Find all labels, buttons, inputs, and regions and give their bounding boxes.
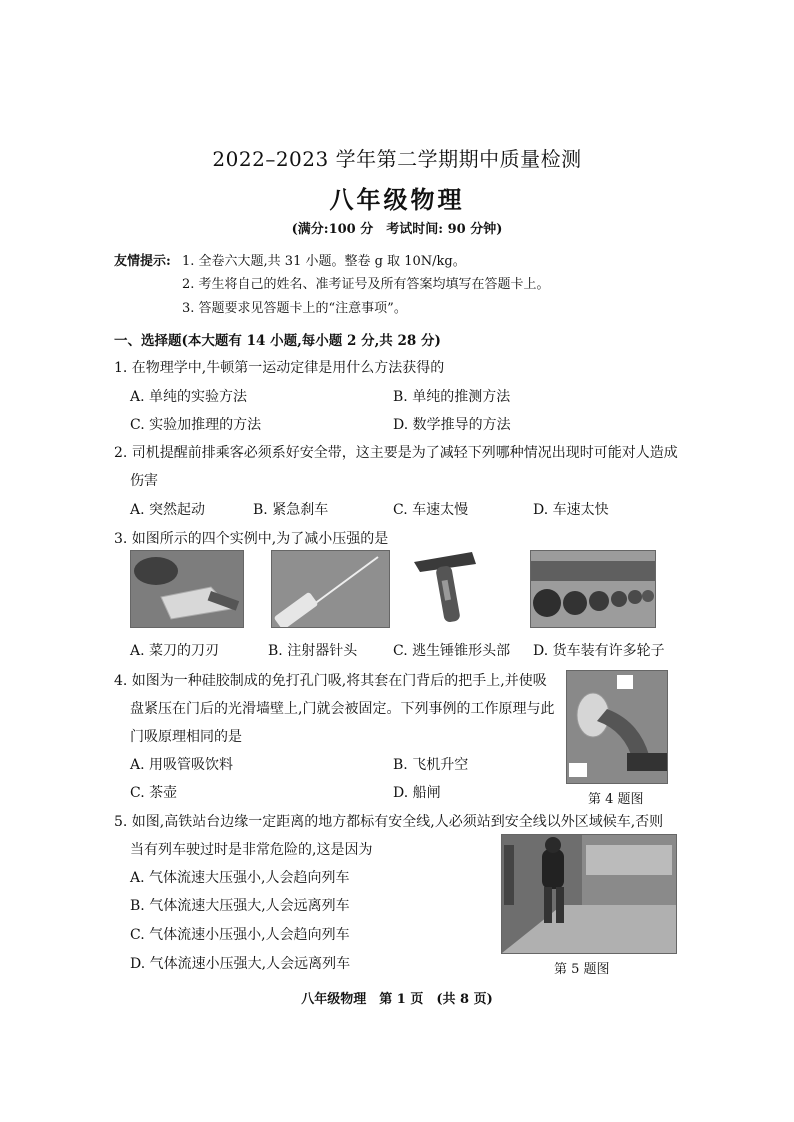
- escape-hammer-image: [410, 550, 482, 626]
- q3-option-a: A. 菜刀的刀刃: [130, 643, 220, 659]
- q3-option-b: B. 注射器针头: [268, 643, 358, 659]
- q5-option-d: D. 气体流速小压强大,人会远离列车: [130, 956, 351, 972]
- question-3-stem: 3. 如图所示的四个实例中,为了减小压强的是: [114, 531, 389, 547]
- question-4-stem-line3: 门吸原理相同的是: [130, 729, 242, 745]
- q1-option-d: D. 数学推导的方法: [393, 417, 511, 433]
- q3-option-c: C. 逃生锤锥形头部: [393, 643, 511, 659]
- question-1-stem: 1. 在物理学中,牛顿第一运动定律是用什么方法获得的: [114, 360, 445, 376]
- q1-option-b: B. 单纯的推测方法: [393, 389, 511, 405]
- tip-1: 1. 全卷六大题,共 31 小题。整卷 g 取 10N/kg。: [182, 254, 466, 269]
- figure-4-caption: 第 4 题图: [588, 792, 644, 807]
- exam-meta: (满分:100 分 考试时间: 90 分钟): [291, 222, 503, 237]
- q5-option-b: B. 气体流速大压强大,人会远离列车: [130, 898, 350, 914]
- door-stopper-image: [566, 670, 668, 784]
- q4-option-b: B. 飞机升空: [393, 757, 469, 773]
- truck-wheels-image: [530, 550, 656, 628]
- tip-3: 3. 答题要求见答题卡上的“注意事项”。: [182, 301, 407, 316]
- question-5-stem-line2: 当有列车驶过时是非常危险的,这是因为: [130, 842, 373, 858]
- question-4-stem-line2: 盘紧压在门后的光滑墙壁上,门就会被固定。下列事例的工作原理与此: [130, 701, 555, 717]
- q2-option-c: C. 车速太慢: [393, 502, 469, 518]
- q2-option-b: B. 紧急刹车: [253, 502, 329, 518]
- syringe-needle-image: [271, 550, 390, 628]
- q1-option-a: A. 单纯的实验方法: [130, 389, 248, 405]
- q5-option-a: A. 气体流速大压强小,人会趋向列车: [130, 870, 350, 886]
- q3-option-d: D. 货车装有许多轮子: [533, 643, 665, 659]
- kitchen-knife-image: [130, 550, 244, 628]
- question-5-stem-line1: 5. 如图,高铁站台边缘一定距离的地方都标有安全线,人必须站到安全线以外区域候车,否则: [114, 814, 664, 830]
- railway-platform-image: [501, 834, 677, 954]
- question-2-stem-line2: 伤害: [130, 473, 158, 489]
- tip-2: 2. 考生将自己的姓名、准考证号及所有答案均填写在答题卡上。: [182, 277, 550, 292]
- question-2-stem-line1: 2. 司机提醒前排乘客必须系好安全带，这主要是为了减轻下列哪种情况出现时可能对人造成: [114, 445, 678, 461]
- section-title: 一、选择题(本大题有 14 小题,每小题 2 分,共 28 分): [114, 333, 441, 349]
- figure-5-caption: 第 5 题图: [554, 962, 610, 977]
- q4-option-c: C. 茶壶: [130, 785, 178, 801]
- q1-option-c: C. 实验加推理的方法: [130, 417, 262, 433]
- tips-label: 友情提示:: [114, 254, 171, 269]
- q5-option-c: C. 气体流速小压强小,人会趋向列车: [130, 927, 350, 943]
- exam-subject: 八年级物理: [329, 185, 465, 214]
- q2-option-a: A. 突然起动: [130, 502, 206, 518]
- q2-option-d: D. 车速太快: [533, 502, 609, 518]
- exam-title: 2022–2023 学年第二学期期中质量检测: [212, 147, 582, 171]
- q4-option-d: D. 船闸: [393, 785, 441, 801]
- q4-option-a: A. 用吸管吸饮料: [130, 757, 234, 773]
- page-footer: 八年级物理 第 1 页 (共 8 页): [301, 992, 493, 1007]
- question-4-stem-line1: 4. 如图为一种硅胶制成的免打孔门吸,将其套在门背后的把手上,并使吸: [114, 673, 547, 689]
